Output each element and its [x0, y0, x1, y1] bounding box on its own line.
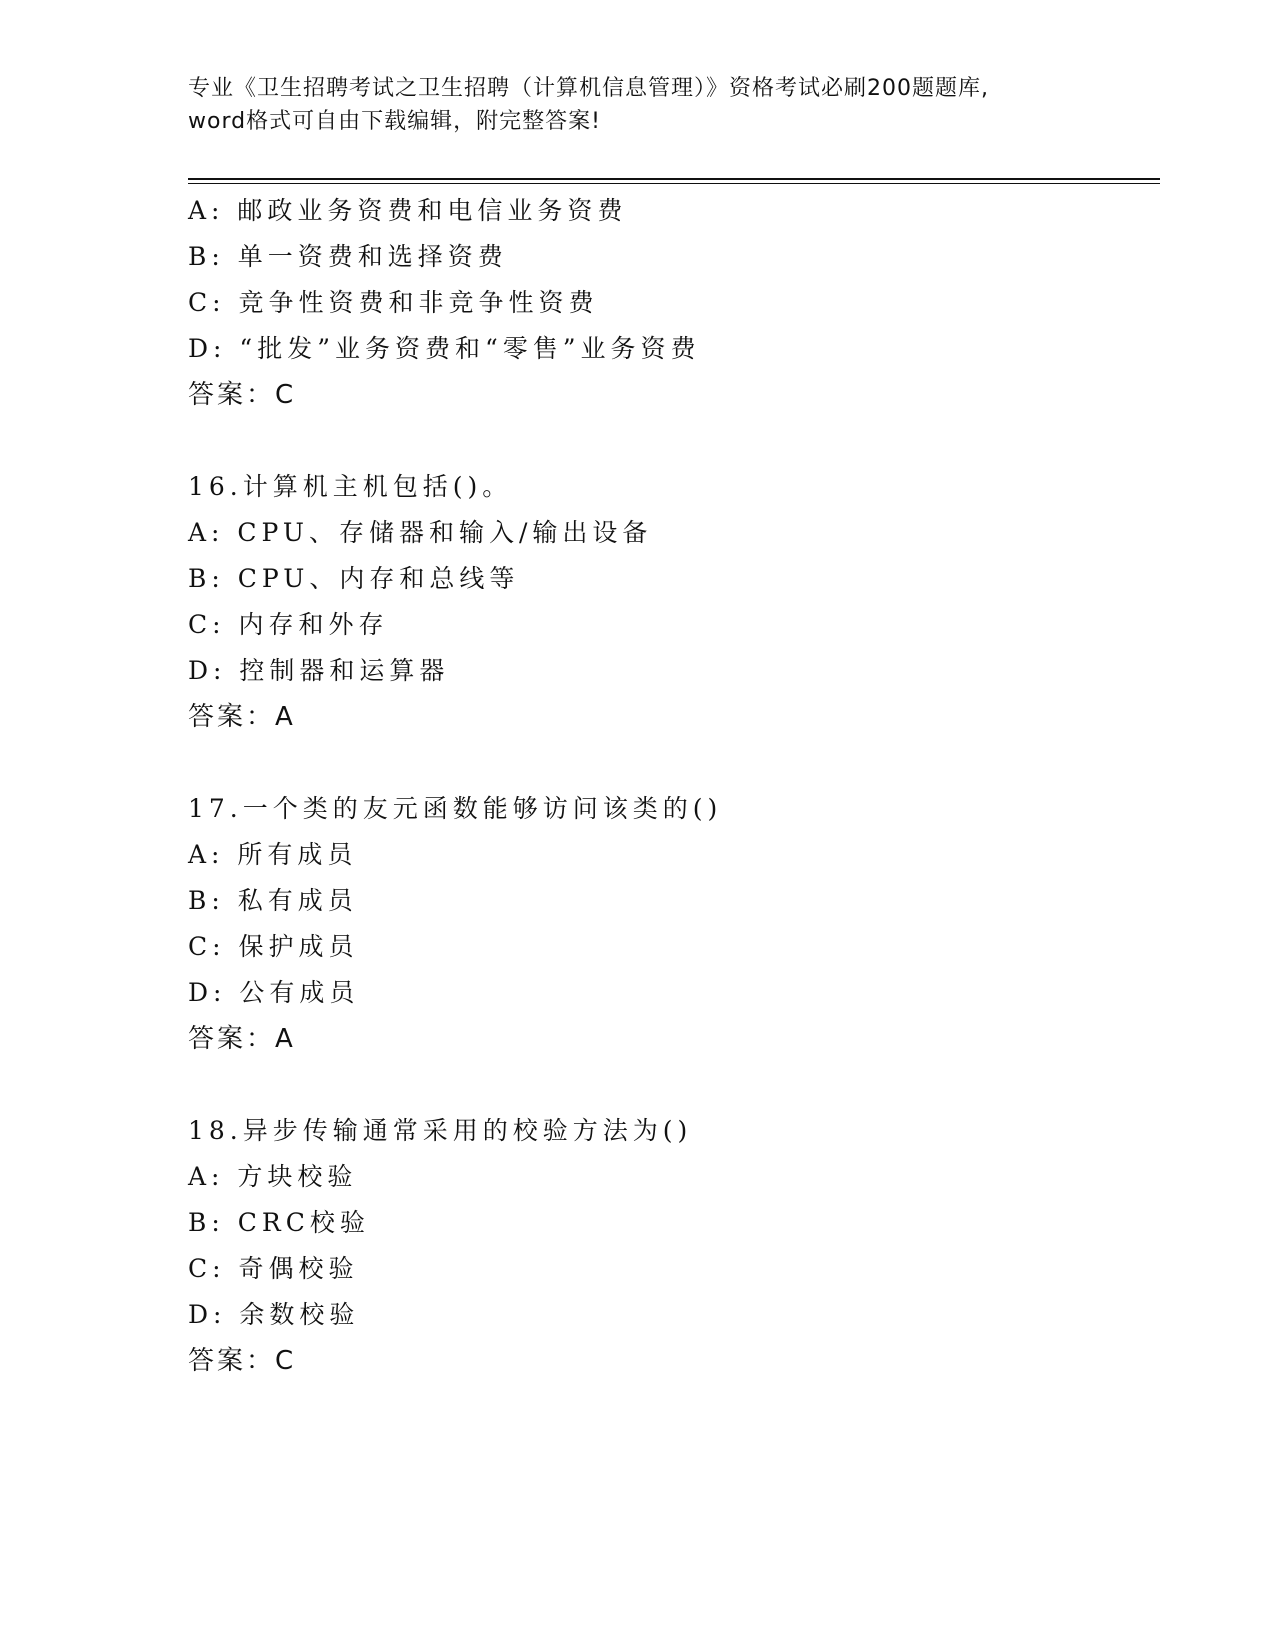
- option-a: A: 所有成员: [188, 840, 358, 869]
- question-text: 17.一个类的友元函数能够访问该类的(): [188, 794, 723, 823]
- answer-line: 答案：A: [188, 702, 296, 732]
- question-block-18: [188, 1108, 1158, 1384]
- question-text: 18.异步传输通常采用的校验方法为(): [188, 1116, 693, 1145]
- option-c: C: 竞争性资费和非竞争性资费: [188, 288, 599, 317]
- answer-line: 答案：A: [188, 1024, 296, 1054]
- option-d: D: 公有成员: [188, 978, 360, 1007]
- option-c: C: 内存和外存: [188, 610, 389, 639]
- document-header: [188, 72, 1168, 138]
- spacer: [188, 740, 1158, 786]
- option-b: B: 私有成员: [188, 886, 358, 915]
- option-b: B: 单一资费和选择资费: [188, 242, 508, 271]
- question-list: [188, 188, 1158, 1384]
- header-rule-thick: [188, 178, 1160, 180]
- question-block-15: [188, 188, 1158, 418]
- answer-line: 答案：C: [188, 380, 297, 410]
- question-text: 16.计算机主机包括()。: [188, 472, 513, 501]
- option-c: C: 奇偶校验: [188, 1254, 359, 1283]
- option-a: A: 邮政业务资费和电信业务资费: [188, 196, 628, 225]
- answer-line: 答案：C: [188, 1346, 297, 1376]
- question-block-16: [188, 464, 1158, 740]
- spacer: [188, 418, 1158, 464]
- question-block-17: [188, 786, 1158, 1062]
- header-rule-thin: [188, 183, 1160, 184]
- option-d: D: “批发”业务资费和“零售”业务资费: [188, 334, 701, 363]
- option-a: A: CPU、存储器和输入/输出设备: [188, 518, 653, 547]
- option-b: B: CPU、内存和总线等: [188, 564, 520, 593]
- header-line-1: 专业《卫生招聘考试之卫生招聘（计算机信息管理）》资格考试必刷200题题库,: [188, 76, 989, 101]
- option-b: B: CRC校验: [188, 1208, 370, 1237]
- option-c: C: 保护成员: [188, 932, 359, 961]
- option-a: A: 方块校验: [188, 1162, 358, 1191]
- spacer: [188, 1062, 1158, 1108]
- option-d: D: 余数校验: [188, 1300, 360, 1329]
- option-d: D: 控制器和运算器: [188, 656, 450, 685]
- header-line-2: word格式可自由下载编辑，附完整答案!: [188, 109, 601, 134]
